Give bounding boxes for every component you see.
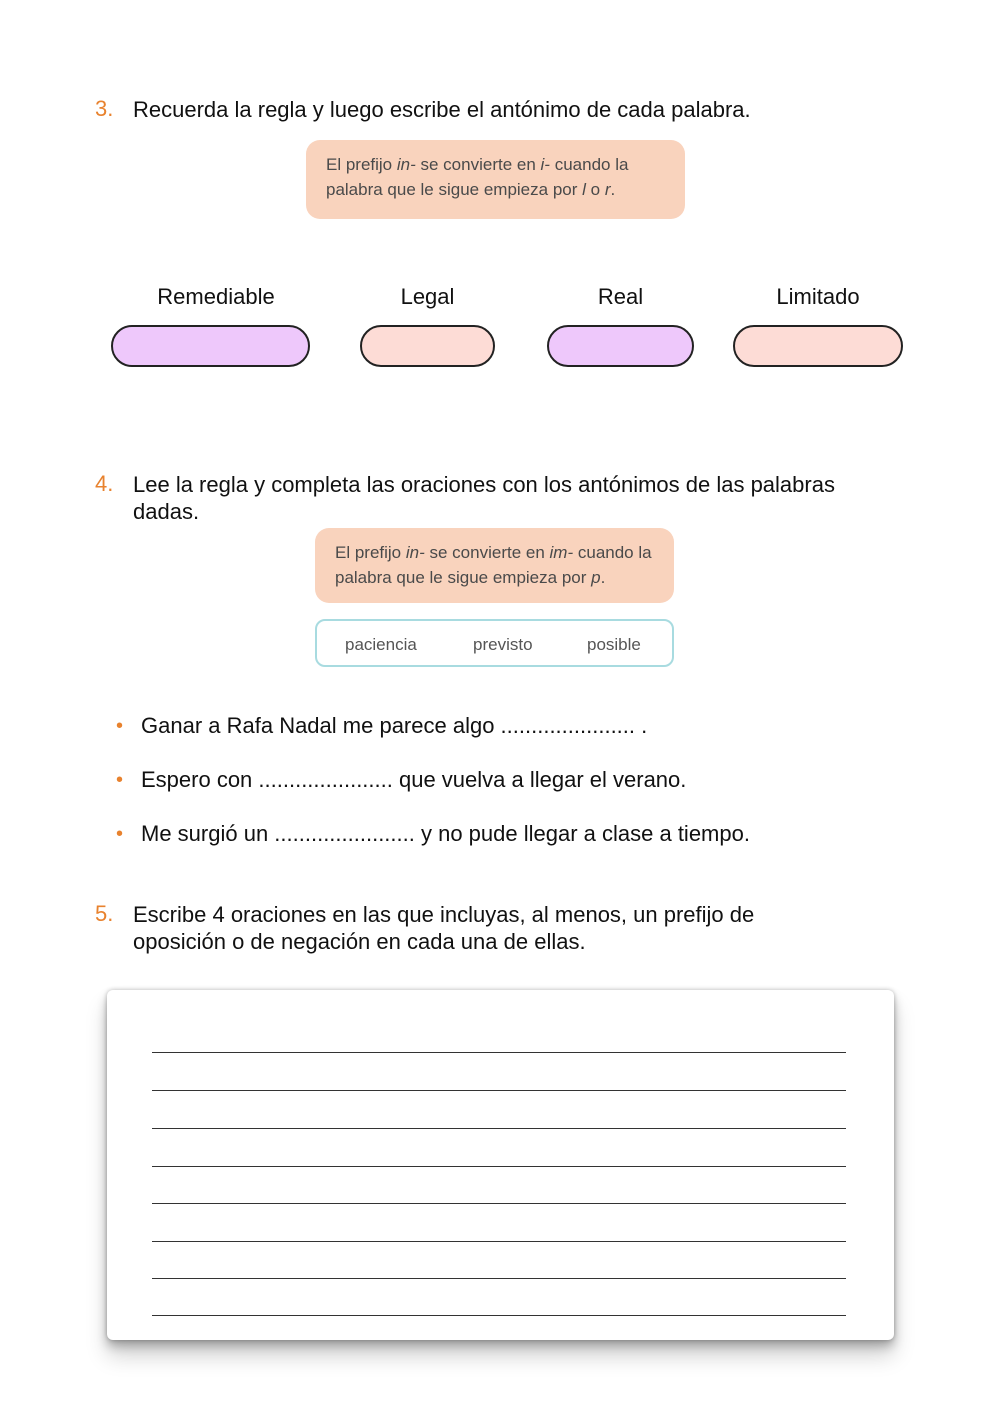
writing-line[interactable] (152, 1128, 846, 1129)
instruction-line: oposición o de negación en cada una de ellas. (133, 929, 586, 954)
word-label-legal: Legal (400, 284, 455, 309)
rule-text: . (610, 180, 616, 199)
exercise-4-instruction (133, 471, 835, 525)
rule-text: El prefijo (326, 155, 397, 174)
instruction-line: Escribe 4 oraciones en las que incluyas, al menos, un prefijo de (133, 902, 755, 927)
bullet-icon: • (116, 769, 124, 791)
rule-prefix: in- (405, 543, 425, 562)
rule-text: se convierte en (424, 543, 550, 562)
writing-line[interactable] (152, 1241, 846, 1242)
writing-line[interactable] (152, 1166, 846, 1167)
exercise-4-number: 4. (95, 471, 114, 496)
rule-text: cuando la (549, 155, 629, 174)
sentence-3[interactable]: Me surgió un ....................... y no pude llegar a clase a tiempo. (141, 821, 750, 846)
rule-text: El prefijo (335, 543, 406, 562)
writing-paper[interactable] (107, 990, 894, 1340)
bank-word-paciencia[interactable]: paciencia (345, 635, 417, 654)
rule-target-prefix: i- (540, 155, 550, 174)
writing-line[interactable] (152, 1052, 846, 1053)
rule-target-prefix: im- (549, 543, 574, 562)
exercise-4-rule-box (315, 528, 674, 603)
rule-text: se convierte en (415, 155, 541, 174)
writing-line[interactable] (152, 1315, 846, 1316)
answer-input-real[interactable] (547, 325, 694, 367)
answer-input-remediable[interactable] (111, 325, 310, 367)
rule-letter: l (582, 180, 586, 199)
exercise-5-number: 5. (95, 901, 114, 926)
word-label-remediable: Remediable (157, 284, 275, 309)
exercise-3-instruction: Recuerda la regla y luego escribe el antónimo de cada palabra. (133, 97, 751, 122)
instruction-line: Lee la regla y completa las oraciones con los antónimos de las palabras (133, 472, 835, 497)
rule-text: palabra que le sigue empieza por (335, 568, 592, 587)
word-label-real: Real (597, 284, 644, 309)
bank-word-posible[interactable]: posible (587, 635, 641, 654)
writing-line[interactable] (152, 1278, 846, 1279)
answer-input-legal[interactable] (360, 325, 495, 367)
sentence-2[interactable]: Espero con ...................... que vuelva a llegar el verano. (141, 767, 687, 792)
answer-input-limitado[interactable] (733, 325, 903, 367)
instruction-line: dadas. (133, 499, 200, 524)
rule-text: palabra que le sigue empieza por (326, 180, 583, 199)
exercise-3-rule-box (306, 140, 685, 219)
exercise-5-instruction (133, 901, 754, 955)
rule-prefix: in- (396, 155, 416, 174)
writing-line[interactable] (152, 1090, 846, 1091)
rule-text: cuando la (573, 543, 652, 562)
word-bank (315, 619, 674, 667)
sentence-1[interactable]: Ganar a Rafa Nadal me parece algo ...................... . (141, 713, 648, 738)
rule-letter: r (604, 180, 611, 199)
rule-text: o (585, 180, 605, 199)
bullet-icon: • (116, 715, 124, 737)
bank-word-previsto[interactable]: previsto (473, 635, 533, 654)
rule-letter: p (591, 568, 601, 587)
word-label-limitado: Limitado (776, 284, 860, 309)
exercise-3-number: 3. (95, 96, 114, 121)
writing-line[interactable] (152, 1203, 846, 1204)
rule-text: . (600, 568, 606, 587)
bullet-icon: • (116, 823, 124, 845)
